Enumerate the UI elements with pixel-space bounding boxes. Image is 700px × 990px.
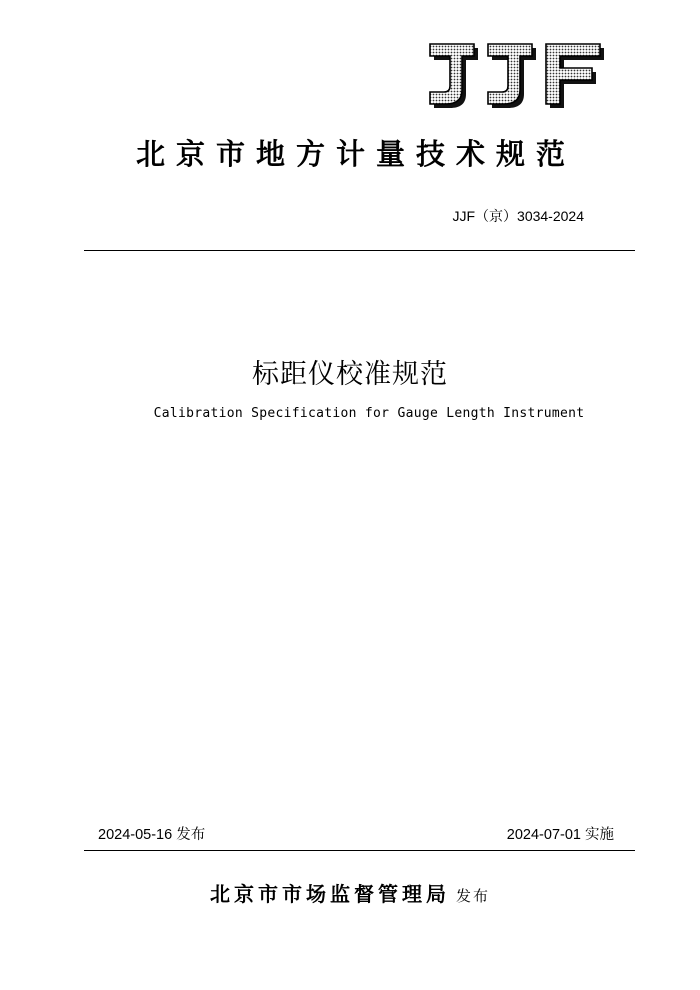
document-title-en: Calibration Specification for Gauge Length Instrument bbox=[153, 406, 585, 421]
effective-date: 2024-07-01 实施 bbox=[506, 827, 614, 843]
jjf-logo bbox=[426, 42, 606, 110]
issuer-name: 北京市市场监督管理局 bbox=[209, 882, 450, 906]
issue-date: 2024-05-16 发布 bbox=[98, 827, 206, 843]
document-number: JJF（京）3034-2024 bbox=[452, 208, 584, 224]
series-title: 北京市地方计量技术规范 bbox=[135, 137, 576, 171]
issuer-line bbox=[0, 878, 700, 907]
header-divider bbox=[84, 250, 635, 251]
document-title-cn: 标距仪校准规范 bbox=[252, 359, 448, 390]
footer-divider bbox=[84, 850, 635, 851]
issuer-action: 发布 bbox=[455, 887, 490, 905]
